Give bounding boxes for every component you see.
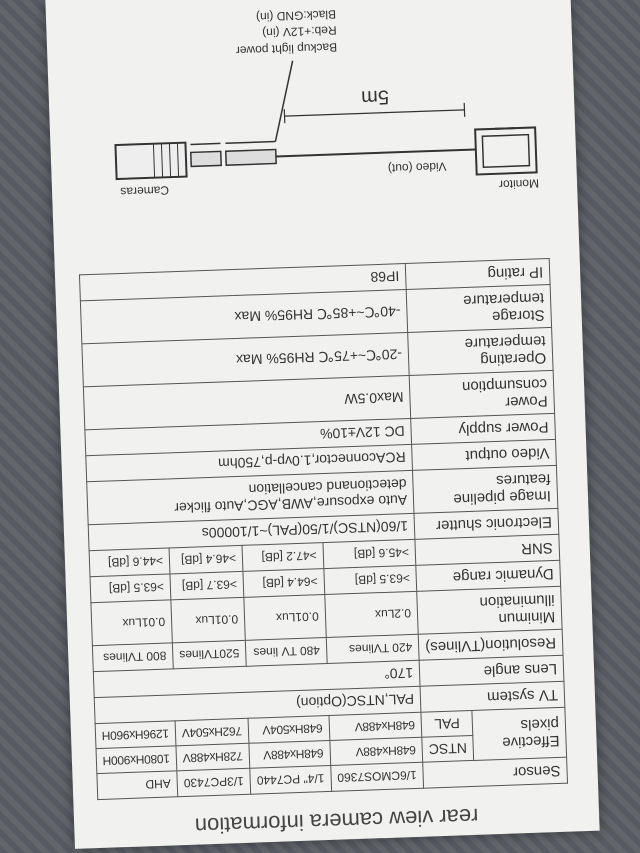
table-cell: 800 TVlines	[92, 643, 173, 672]
table-cell: 762Hx504V	[175, 718, 249, 746]
table-cell: 648Hx504V	[248, 715, 329, 743]
table-cell: 0.2Lux	[324, 591, 418, 637]
black-wire-label: Black:GND (in)	[255, 7, 337, 25]
red-wire-label: Reb:+12V (in)	[262, 23, 337, 40]
row-label: Sensor	[423, 757, 568, 788]
table-cell: 1080Hx900H	[96, 746, 177, 774]
table-cell: >44.6 [dB]	[89, 548, 170, 577]
table-cell: -40℃~+85℃ RH95% Max	[80, 289, 407, 343]
power-cable	[225, 141, 275, 143]
table-cell: >46.4 [dB]	[169, 545, 243, 574]
video-out-label: Video (out)	[387, 159, 447, 176]
row-label: Lens angle	[419, 655, 564, 686]
row-label: Video output	[412, 439, 557, 470]
row-label: Image pipeline features	[413, 465, 558, 513]
cameras-label: Cameras	[120, 183, 170, 199]
table-cell: 0.01Lux	[91, 600, 173, 646]
table-cell: 1/4" PC7440	[250, 765, 331, 794]
table-cell: 170°	[93, 660, 420, 697]
row-label: Operating temperature	[408, 327, 553, 375]
table-cell: 0.01Lux	[244, 595, 326, 641]
table-cell: PAL,NTSC(Option)	[94, 686, 421, 723]
table-cell: IP68	[79, 264, 406, 301]
table-cell: 1/60(NTSC)/1/50(PAL)~1/10000s	[88, 513, 415, 550]
table-cell: 1/6CMOS7360	[330, 762, 423, 791]
table-cell: >45.6 [dB]	[323, 539, 416, 568]
table-cell: AHD	[97, 771, 178, 800]
table-cell: >63.5 [dB]	[90, 574, 171, 603]
pipeline-line-2: detectionand cancellation	[248, 476, 407, 498]
row-label: Dynamic range	[416, 560, 561, 591]
table-cell: 728Hx488V	[176, 743, 250, 771]
pipeline-line-1: Auto exposure,AWB,AGC,Auto flicker	[174, 492, 408, 517]
spec-table	[79, 258, 568, 800]
length-line	[285, 110, 465, 116]
table-cell: 648Hx488V	[330, 737, 423, 765]
table-cell: DC 12V±10%	[85, 418, 412, 455]
table-cell: 1/3PC7430	[177, 768, 251, 797]
table-cell: Max0.5W	[83, 375, 410, 429]
table-cell: 0.01Lux	[171, 597, 246, 643]
sub-label: NTSC	[422, 735, 474, 762]
table-cell: >47.2 [dB]	[242, 543, 323, 572]
length-label: 5m	[360, 85, 390, 109]
row-label: Power supply	[411, 413, 556, 444]
row-label: Minimun illumination	[417, 586, 562, 634]
row-label: Resolution(TVlines)	[418, 629, 563, 660]
table-cell: 648Hx488V	[329, 712, 422, 740]
rca-plug	[226, 149, 276, 165]
row-label: SNR	[415, 534, 560, 565]
paper-sheet	[45, 0, 599, 849]
row-label: Power consumption	[409, 370, 554, 418]
row-label: IP rating	[405, 258, 550, 289]
row-label: Effective pixels	[472, 707, 566, 760]
camera-icon	[115, 143, 186, 179]
backup-power-label: Backup light power	[235, 40, 338, 58]
sub-label: PAL	[421, 710, 473, 737]
video-cable	[276, 149, 476, 156]
table-cell: 520TVlines	[172, 640, 246, 669]
table-cell: 420 TVlines	[326, 634, 419, 663]
table-cell: >64.4 [dB]	[243, 569, 324, 598]
monitor-label: Monitor	[498, 176, 540, 192]
table-cell: >63.5 [dB]	[324, 565, 417, 594]
row-label: Electronic shutter	[414, 508, 559, 539]
table-cell: RCAconnector,1.0vp-p,750hm	[86, 444, 413, 481]
sheet-title: rear view camera information	[194, 803, 479, 839]
table-cell: >63.7 [dB]	[170, 571, 244, 600]
row-label: Storage temperature	[406, 284, 551, 332]
table-cell: -20℃~+75℃ RH95% Max	[82, 332, 409, 386]
table-cell: 480 TV lines	[245, 638, 326, 667]
wiring-diagram	[81, 0, 548, 208]
table-cell: 1296Hx960H	[95, 721, 176, 749]
row-label: TV system	[420, 681, 565, 712]
table-cell: 648Hx488V	[249, 740, 330, 768]
